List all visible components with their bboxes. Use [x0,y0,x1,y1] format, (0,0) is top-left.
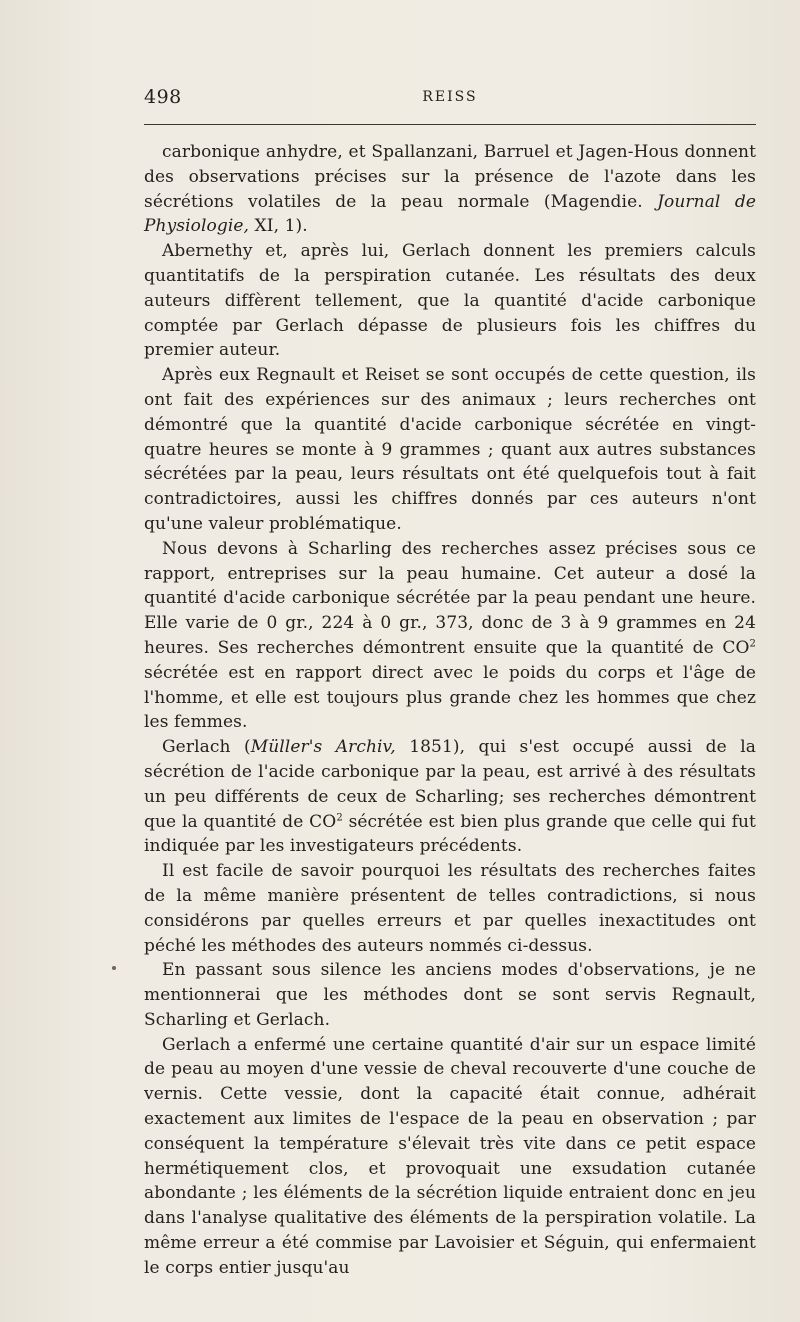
citation-italic: Journal de Physiologie, [144,191,756,237]
text-run: Il est facile de savoir pourquoi les résultats des recherches faites de la même manière présentent de telles contradictions, si nous considérons par quelles erreurs et par quelles inexactitudes ont péché les méthodes des auteurs nommés ci-dessus. [144,861,756,956]
paragraph-8 [144,1033,756,1281]
text-run: En passant sous silence les anciens modes d'observations, je ne mentionnerai que les méthodes dont se sont servis Regnault, Scharling et Gerlach. [144,960,756,1030]
text-run: Après eux Regnault et Reiset se sont occupés de cette question, ils ont fait des expériences sur des animaux ; leurs recherches ont démontré que la quantité d'acide carbonique sécrétée en vingt-quatre heures se monte à 9 grammes ; quant aux autres substances sécrétées par la peau, leurs résultats ont été quelquefois tout à fait contradictoires, aussi les chiffres donnés par ces auteurs n'ont qu'une valeur problématique. [144,365,756,534]
page-header [144,86,756,110]
paragraph-3 [144,363,756,537]
margin-speck [112,966,116,970]
text-run: carbonique anhydre, et Spallanzani, Barruel et Jagen-Hous donnent des observations précises sur la présence de l'azote dans les sécrétions volatiles de la peau normale (Magendie. [144,142,756,212]
text-run: sécrétée est en rapport direct avec le poids du corps et l'âge de l'homme, et elle est toujours plus grande chez les hommes que chez les femmes. [144,662,756,733]
text-run: Nous devons à Scharling des recherches assez précises sous ce rapport, entreprises sur la peau humaine. Cet auteur a dosé la quantité d'acide carbonique sécrétée par la peau pendant une heure. Elle varie de 0 gr., 224 à 0 gr., 373, donc de 3 à 9 grammes en 24 heures. Ses recherches démontrent ensuite que la quantité de CO [144,538,756,658]
paragraph-1 [144,140,756,239]
paragraph-4 [144,537,756,735]
page-number: 498 [144,86,182,108]
paragraph-5 [144,735,756,859]
paragraph-6 [144,859,756,958]
running-head: REISS [422,89,478,105]
paragraph-7 [144,958,756,1032]
text-run: Gerlach ( [162,737,251,758]
header-rule [144,124,756,125]
text-run: XI, 1). [249,216,308,237]
superscript: 2 [336,811,343,823]
text-run: 1851), qui s'est occupé aussi de la sécrétion de l'acide carbonique par la peau, est arrivé à des résultats un peu différents de ceux de Scharling; ses recherches démontrent que la quantité de CO [144,737,756,832]
text-run: sécrétée est bien plus grande que celle qui fut indiquée par les investigateurs précédents. [144,811,756,857]
text-run: Gerlach a enfermé une certaine quantité d'air sur un espace limité de peau au moyen d'une vessie de cheval recouverte d'une couche de vernis. Cette vessie, dont la capacité était connue, adhérait exactement aux limites de l'espace de la peau en observation ; par conséquent la température s'élevait très vite dans ce petit espace hermétiquement clos, et provoquait une exsudation cutanée abondante ; les éléments de la sécrétion liquide entraient donc en jeu dans l'analyse qualitative des éléments de la perspiration volatile. La même erreur a été commise par Lavoisier et Séguin, qui enfermaient le corps entier jusqu'au [144,1034,756,1278]
text-run: Abernethy et, après lui, Gerlach donnent les premiers calculs quantitatifs de la perspiration cutanée. Les résultats des deux auteurs diffèrent tellement, que la quantité d'acide carbonique comptée par Gerlach dépasse de plusieurs fois les chiffres du premier auteur. [144,241,756,361]
superscript: 2 [749,638,756,650]
paragraph-2 [144,239,756,363]
citation-italic: Müller's Archiv, [250,737,396,758]
body-text [144,140,756,1281]
